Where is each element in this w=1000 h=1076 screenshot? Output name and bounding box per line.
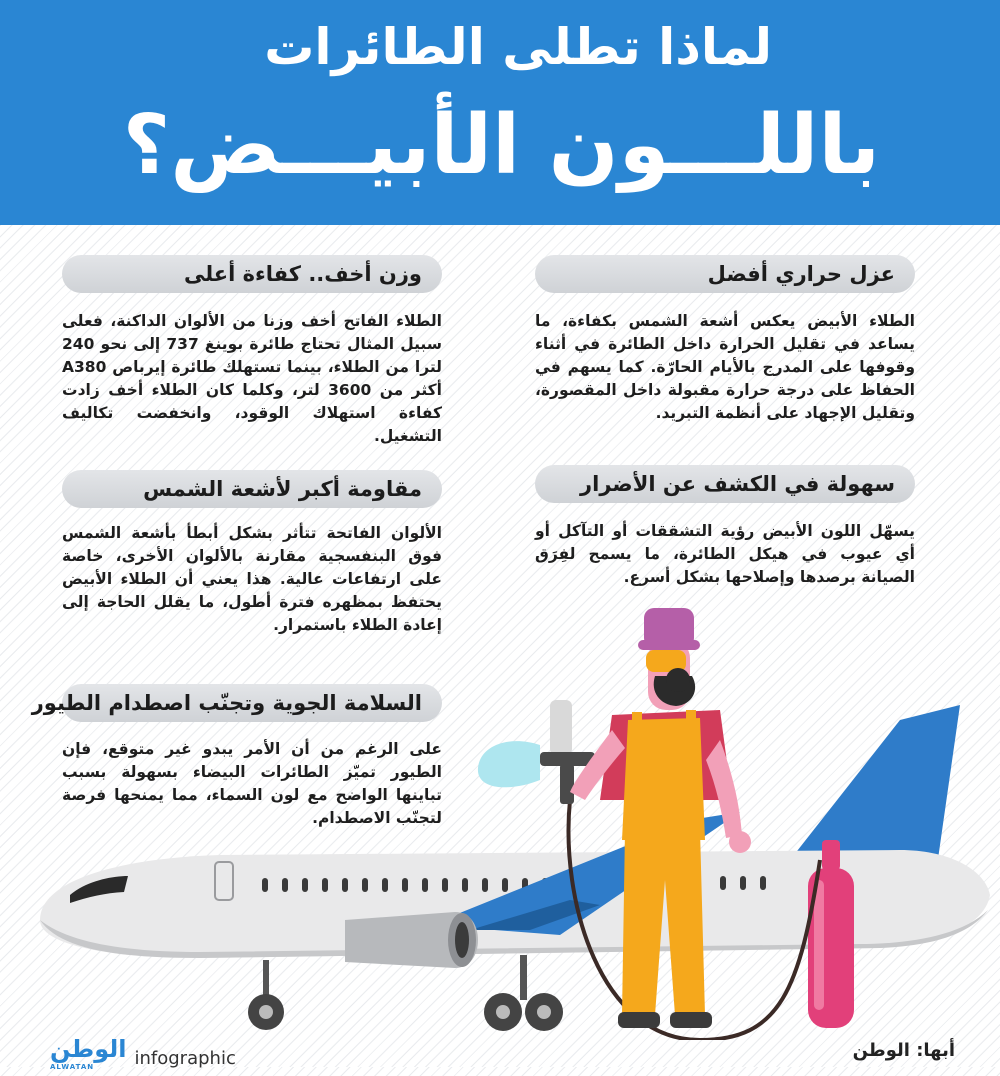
newspaper-logo bbox=[50, 1035, 127, 1076]
heading-text: سهولة في الكشف عن الأضرار bbox=[580, 472, 895, 496]
title-line-2: باللـــون الأبيـــض؟ bbox=[122, 98, 880, 193]
credit-line: أبها: الوطن bbox=[852, 1040, 955, 1061]
body-damage-detection: يسهّل اللون الأبيض رؤية التشققات أو التآكل أو أي عيوب في هيكل الطائرة، ما يسمح لفِرَق الصيانة برصدها وإصلاحها بشكل أسرع. bbox=[535, 522, 915, 586]
heading-lighter-weight bbox=[62, 255, 442, 293]
heading-text: مقاومة أكبر لأشعة الشمس bbox=[143, 477, 422, 501]
heading-text: عزل حراري أفضل bbox=[707, 262, 895, 286]
heading-damage-detection bbox=[535, 465, 915, 503]
footer-branding bbox=[50, 1035, 236, 1076]
heading-text: وزن أخف.. كفاءة أعلى bbox=[183, 262, 422, 286]
logo-subtitle: ALWATAN bbox=[50, 1063, 95, 1071]
heading-thermal-insulation bbox=[535, 255, 915, 293]
airplane-painter-illustration bbox=[0, 600, 1000, 1040]
title-line-1: لماذا تطلى الطائرات bbox=[264, 18, 772, 76]
body-thermal-insulation: الطلاء الأبيض يعكس أشعة الشمس بكفاءة، ما يساعد في تقليل الحرارة داخل الطائرة في أثناء وقوفها على المدرج بالأيام الحارّة. كما يسهم في الحفاظ على درجة حرارة مقبولة داخل المقصورة، وتقليل الإجهاد على أنظمة التبريد. bbox=[535, 312, 915, 422]
spray-cloud-icon bbox=[478, 741, 540, 787]
main-gear-icon bbox=[520, 955, 527, 1000]
spray-gun-icon bbox=[550, 700, 572, 755]
body-bird-strike: على الرغم من أن الأمر يبدو غير متوقع، فإن الطيور تميّز الطائرات البيضاء بسهولة بسبب تباينها الواضح مع لون السماء، مما يمنحها فرصة لتجنّب الاصطدام. bbox=[62, 740, 442, 827]
body-sun-resistance: الألوان الفاتحة تتأثر بشكل أبطأ بأشعة الشمس فوق البنفسجية مقارنة بالألوان الأخرى، خاصة على ارتفاعات عالية. هذا يعني أن الطلاء الأبيض يحتفظ بمظهره فترة أطول، ما يقلل الحاجة إلى إعادة الطلاء باستمرار. bbox=[62, 524, 442, 634]
heading-sun-resistance bbox=[62, 470, 442, 508]
heading-text: السلامة الجوية وتجنّب اصطدام الطيور bbox=[31, 691, 422, 715]
body-lighter-weight: الطلاء الفاتح أخف وزنا من الألوان الداكنة، فعلى سبيل المثال تحتاج طائرة بوينغ 737 إلى نحو 240 لترا من الطلاء، بينما تستهلك طائرة إيرباص A380 أكثر من 3600 لتر، وكلما كان الطلاء أخف زادت كفاءة استهلاك الوقود، وانخفضت تكاليف التشغيل. bbox=[62, 312, 443, 445]
infographic-label: infographic bbox=[134, 1047, 236, 1069]
logo-text: الوطن bbox=[50, 1035, 127, 1063]
header-banner bbox=[0, 0, 1000, 225]
